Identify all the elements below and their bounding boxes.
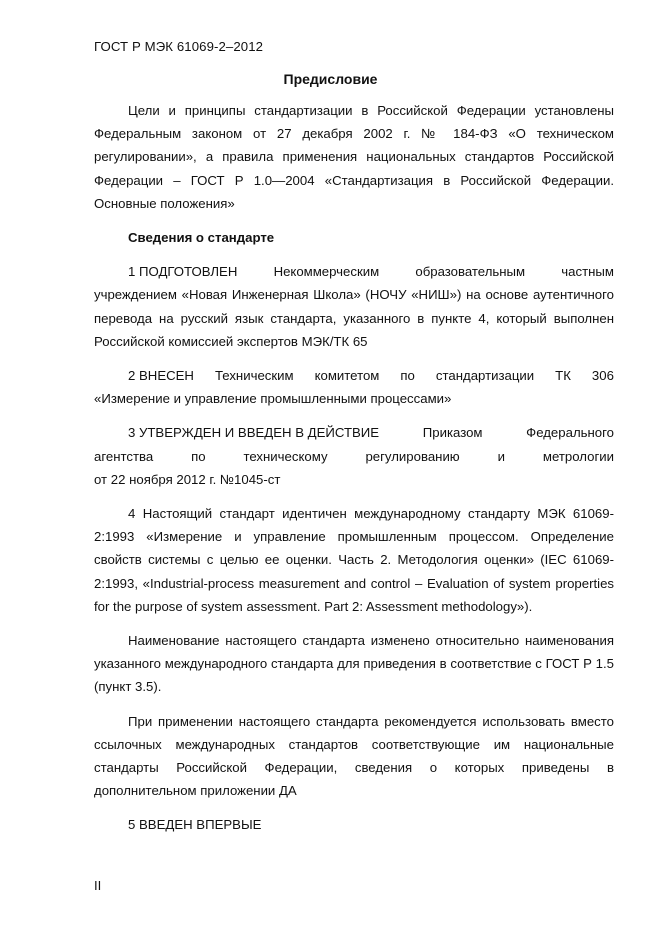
item-2-word: стандартизации — [435, 368, 535, 384]
item-3-approved — [94, 421, 614, 491]
item-3-word: по — [191, 448, 206, 464]
item-3-word: агентства — [94, 448, 154, 464]
item-2-word: по — [400, 368, 415, 384]
note-name-changed: Наименование настоящего стандарта изменено относительно наименования указанного международного стандарта для приведения в соответствие с ГОСТ Р 1.5 (пункт 3.5). — [94, 633, 614, 695]
item-2-word: ТК — [555, 368, 571, 384]
document-code-header: ГОСТ Р МЭК 61069-2–2012 — [94, 39, 264, 54]
item-2-text: «Измерение и управление промышленными процессами» — [94, 391, 452, 407]
item-3-word: техническому — [243, 448, 328, 464]
item-2-label: 2 ВНЕСЕН — [128, 368, 194, 384]
item-5-first-introduced: 5 ВВЕДЕН ВПЕРВЫЕ — [128, 817, 262, 833]
item-3-first-line — [94, 421, 614, 444]
item-3-word: и — [497, 448, 505, 464]
note-references: При применении настоящего стандарта рекомендуется использовать вместо ссылочных международных стандартов соответствующие им национальные стандарты Российской Федерации, сведения о которых приведены в дополнительном приложении ДА — [94, 713, 614, 799]
section-subheading: Сведения о стандарте — [128, 230, 275, 246]
item-4-identical: 4 Настоящий стандарт идентичен международному стандарту МЭК 61069-2:1993 «Измерение и управление промышленным процессом. Определение свойств системы с целью ее оценки. Часть 2. Методология оценки» (IEC 61069-2:1993, «Industrial-process measurement and control – Evaluation of system properties for the purpose of system assessment. Part 2: Assessment methodology»). — [94, 506, 614, 614]
item-3-word: метрологии — [542, 448, 614, 464]
item-3-text: от 22 ноября 2012 г. №1045-ст — [94, 471, 281, 487]
page-title: Предисловие — [283, 71, 378, 87]
item-1-first-line — [94, 260, 614, 283]
item-1-word: образовательным — [415, 264, 526, 280]
item-3-word: регулированию — [365, 448, 460, 464]
item-1-text: учреждением «Новая Инженерная Школа» (НОЧУ «НИШ») на основе аутентичного перевода на русский язык стандарта, указанного в пункте 4, который выполнен Российской комиссией экспертов МЭК/ТК 65 — [94, 287, 614, 349]
item-2-word: Техническим — [214, 368, 294, 384]
item-2-first-line — [94, 364, 614, 387]
item-1-word: частным — [561, 264, 614, 280]
item-1-prepared — [94, 260, 614, 353]
item-3-word: Федерального — [526, 425, 614, 441]
item-1-label: 1 ПОДГОТОВЛЕН — [128, 264, 238, 280]
item-3-second-line — [94, 445, 614, 468]
item-3-label: 3 УТВЕРЖДЕН И ВВЕДЕН В ДЕЙСТВИЕ — [128, 425, 380, 441]
item-3-word: Приказом — [422, 425, 483, 441]
item-1-word: Некоммерческим — [273, 264, 380, 280]
item-2-word: 306 — [591, 368, 614, 384]
intro-paragraph: Цели и принципы стандартизации в Российской Федерации установлены Федеральным законом от 27 декабря 2002 г. № 184-ФЗ «О техническом регулировании», а правила применения национальных стандартов Российской Федерации – ГОСТ Р 1.0—2004 «Стандартизация в Российской Федерации. Основные положения» — [94, 103, 614, 211]
document-body — [94, 99, 614, 837]
item-2-word: комитетом — [314, 368, 380, 384]
item-2-submitted — [94, 364, 614, 410]
page-number: II — [94, 878, 102, 893]
